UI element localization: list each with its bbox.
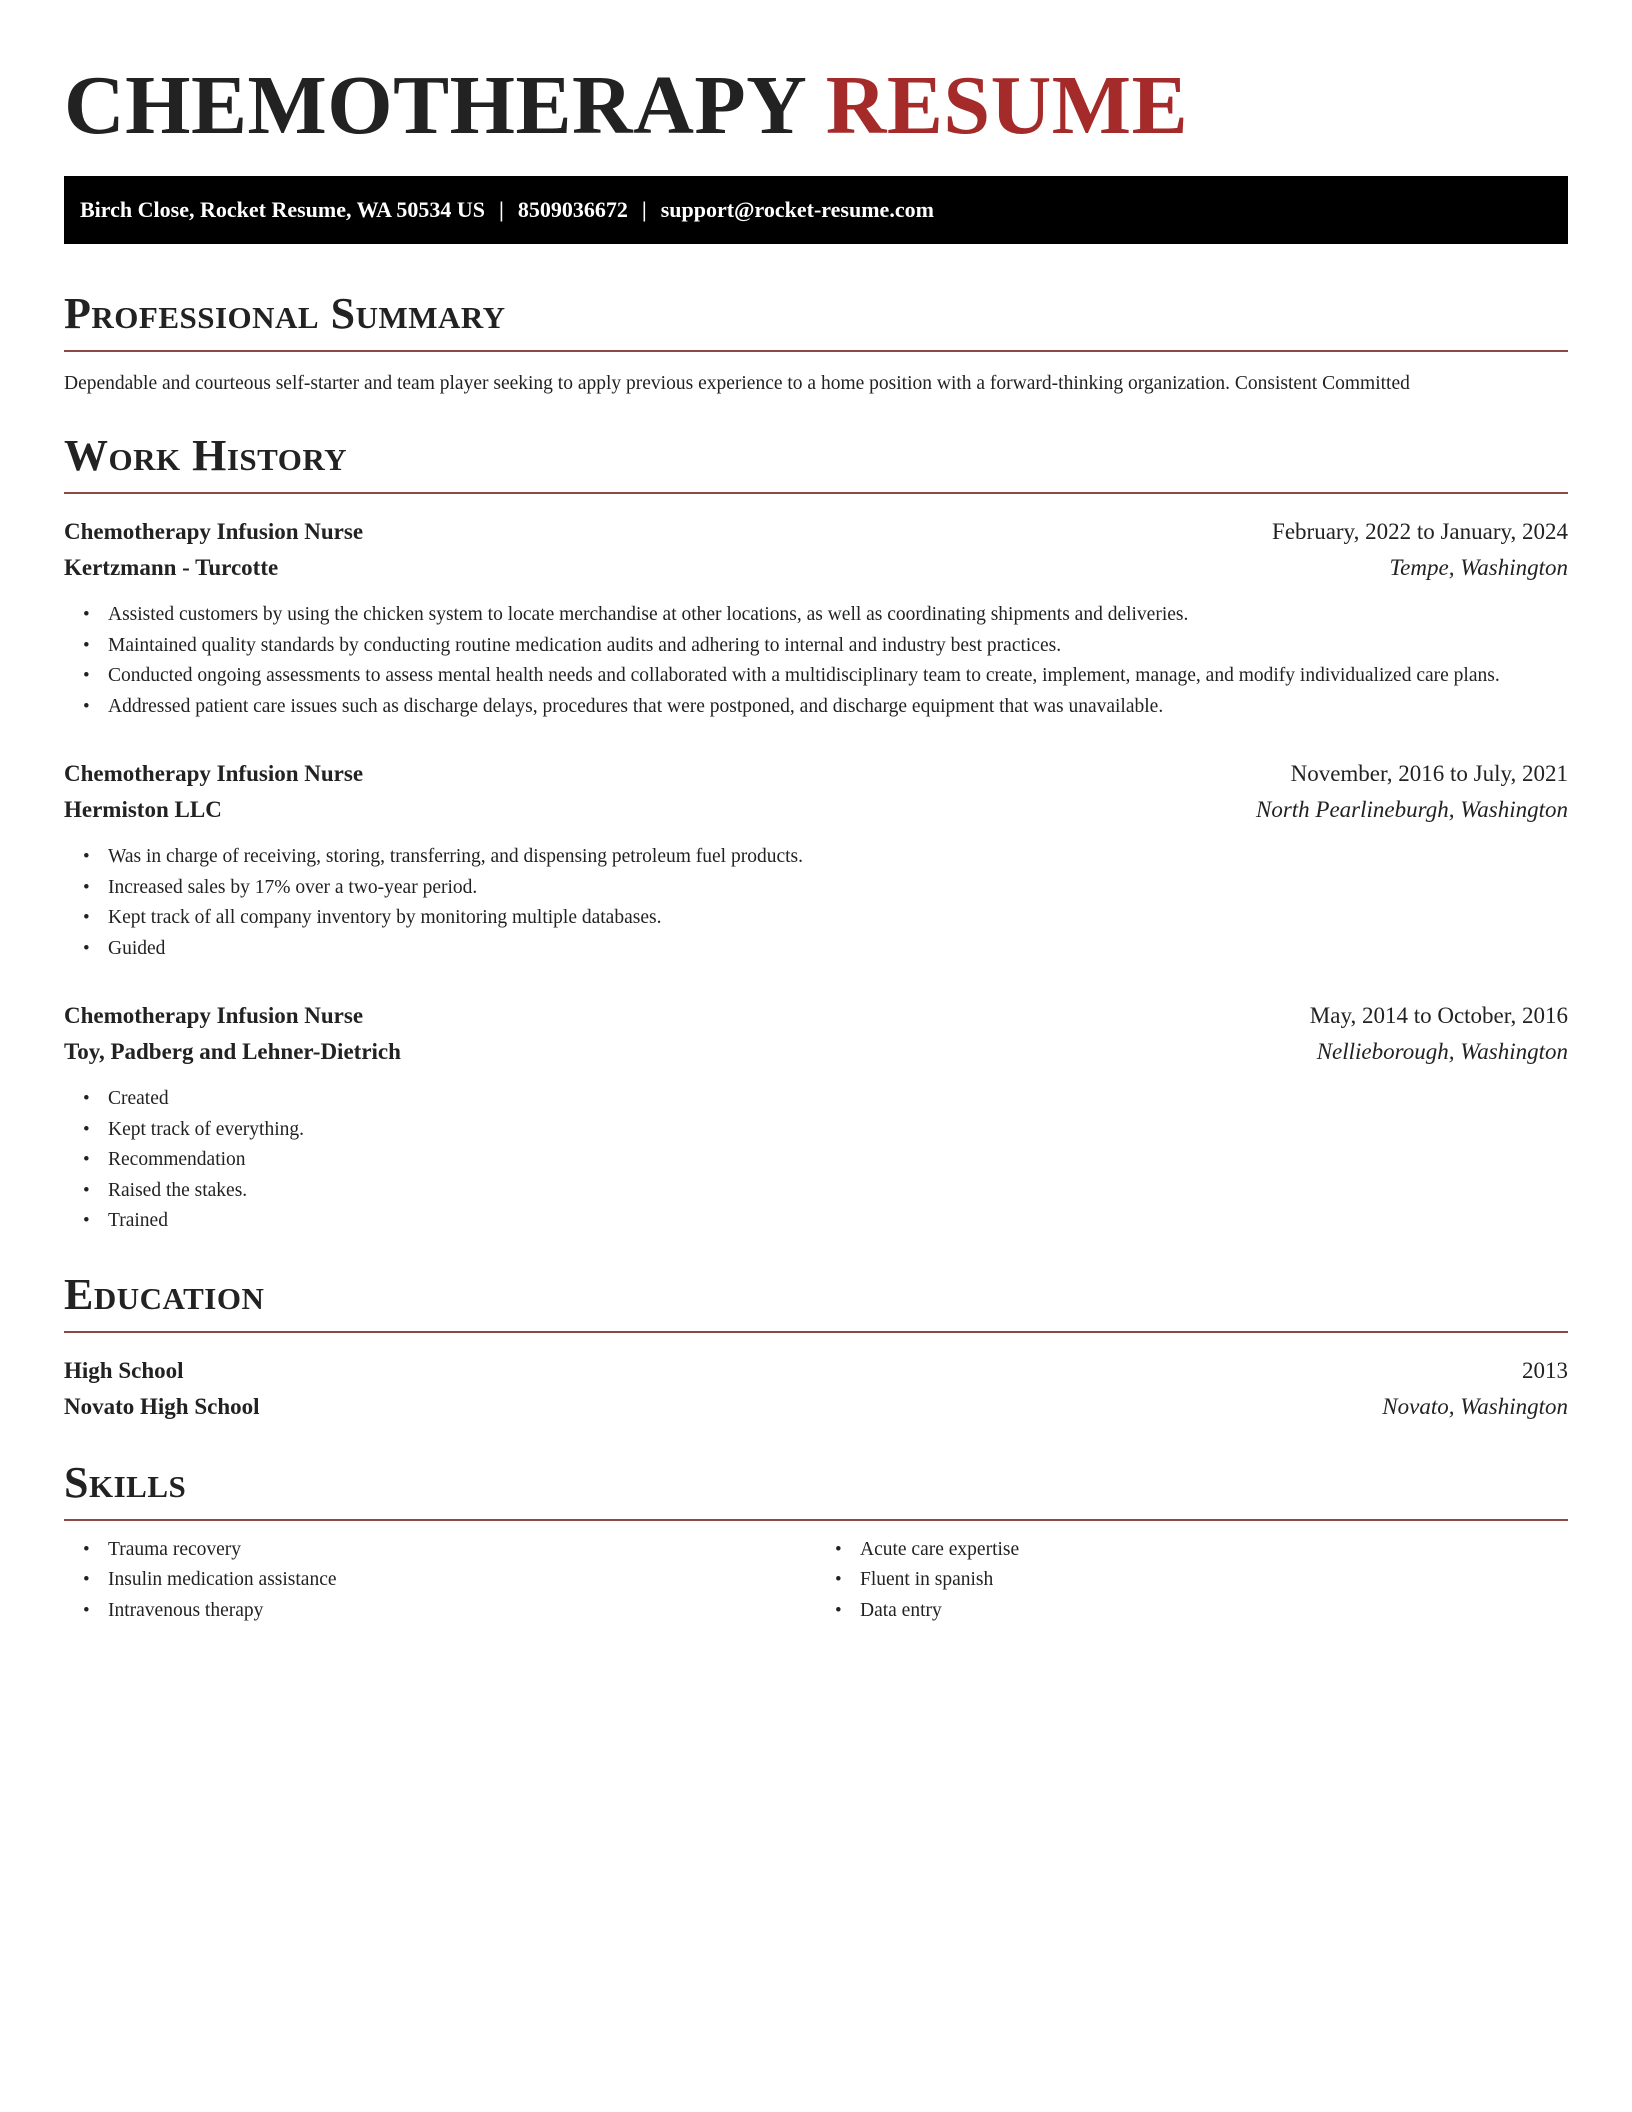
job-company: Toy, Padberg and Lehner-Dietrich bbox=[64, 1039, 401, 1064]
list-item: • Assisted customers by using the chicken system to locate merchandise at other locations, as well as coordinating shipments and deliveries. bbox=[108, 600, 1568, 631]
section-divider bbox=[64, 492, 1568, 494]
contact-bar bbox=[64, 176, 1568, 244]
job-company: Kertzmann - Turcotte bbox=[64, 555, 279, 580]
skill-item: • Fluent in spanish bbox=[860, 1565, 1568, 1596]
list-item: • Addressed patient care issues such as discharge delays, procedures that were postponed, and discharge equipment that was unavailable. bbox=[108, 692, 1568, 723]
education-heading: Education bbox=[64, 1269, 265, 1319]
section-divider bbox=[64, 350, 1568, 352]
list-item: • Increased sales by 17% over a two-year period. bbox=[108, 873, 1568, 904]
job-entry bbox=[64, 998, 1568, 1237]
education-year: 2013 bbox=[1522, 1357, 1568, 1383]
contact-address: Birch Close, Rocket Resume, WA 50534 US bbox=[80, 197, 485, 222]
skills-heading: Skills bbox=[64, 1457, 187, 1507]
summary-text: Dependable and courteous self-starter and team player seeking to apply previous experience to a home position with a forward-thinking organization. Consistent Committed bbox=[64, 373, 1410, 394]
list-item: • Recommendation bbox=[108, 1145, 1568, 1176]
job-title: Chemotherapy Infusion Nurse bbox=[64, 761, 364, 786]
education-degree: High School bbox=[64, 1357, 184, 1383]
job-location: Tempe, Washington bbox=[1389, 555, 1568, 580]
skills-section bbox=[64, 1455, 1568, 1627]
resume-page bbox=[64, 0, 1568, 1626]
skill-item: • Trauma recovery bbox=[108, 1535, 816, 1566]
education-location: Novato, Washington bbox=[1382, 1393, 1568, 1419]
contact-phone: 8509036672 bbox=[517, 197, 628, 222]
skills-column-left bbox=[64, 1535, 816, 1627]
list-item: • Was in charge of receiving, storing, transferring, and dispensing petroleum fuel products. bbox=[108, 842, 1568, 873]
section-divider bbox=[64, 1331, 1568, 1333]
section-divider bbox=[64, 1519, 1568, 1521]
list-item: • Raised the stakes. bbox=[108, 1176, 1568, 1207]
education-section bbox=[64, 1267, 1568, 1425]
list-item: • Kept track of all company inventory by monitoring multiple databases. bbox=[108, 903, 1568, 934]
skills-column-right bbox=[816, 1535, 1568, 1627]
summary-heading: Professional Summary bbox=[64, 289, 506, 338]
resume-title bbox=[64, 0, 1568, 176]
work-history-section bbox=[64, 428, 1568, 1237]
job-dates: February, 2022 to January, 2024 bbox=[1272, 519, 1568, 544]
job-bullets bbox=[64, 600, 1568, 722]
contact-separator: | bbox=[641, 197, 647, 222]
job-bullets bbox=[64, 1084, 1568, 1237]
contact-email: support@rocket-resume.com bbox=[660, 197, 934, 222]
work-history-heading: Work History bbox=[64, 431, 348, 480]
list-item: • Kept track of everything. bbox=[108, 1115, 1568, 1146]
skill-item: • Intravenous therapy bbox=[108, 1596, 816, 1627]
job-bullets bbox=[64, 842, 1568, 964]
skills-grid bbox=[64, 1535, 1568, 1627]
skill-item: • Insulin medication assistance bbox=[108, 1565, 816, 1596]
job-title: Chemotherapy Infusion Nurse bbox=[64, 519, 364, 544]
job-entry bbox=[64, 756, 1568, 964]
job-entry bbox=[64, 514, 1568, 722]
job-location: Nellieborough, Washington bbox=[1316, 1039, 1568, 1064]
job-company: Hermiston LLC bbox=[64, 797, 222, 822]
list-item: • Trained bbox=[108, 1206, 1568, 1237]
list-item: • Maintained quality standards by conducting routine medication audits and adhering to internal and industry best practices. bbox=[108, 631, 1568, 662]
education-entry bbox=[64, 1353, 1568, 1425]
list-item: • Created bbox=[108, 1084, 1568, 1115]
job-dates: May, 2014 to October, 2016 bbox=[1309, 1003, 1568, 1028]
title-main: CHEMOTHERAPY bbox=[64, 59, 805, 152]
list-item: • Guided bbox=[108, 934, 1568, 965]
skill-item: • Data entry bbox=[860, 1596, 1568, 1627]
contact-separator: | bbox=[498, 197, 504, 222]
job-title: Chemotherapy Infusion Nurse bbox=[64, 1003, 364, 1028]
education-school: Novato High School bbox=[64, 1393, 260, 1419]
job-dates: November, 2016 to July, 2021 bbox=[1290, 761, 1568, 786]
summary-section bbox=[64, 286, 1568, 398]
job-location: North Pearlineburgh, Washington bbox=[1255, 797, 1568, 822]
skill-item: • Acute care expertise bbox=[860, 1535, 1568, 1566]
list-item: • Conducted ongoing assessments to assess mental health needs and collaborated with a multidisciplinary team to create, implement, manage, and modify individualized care plans. bbox=[108, 661, 1568, 692]
title-accent: RESUME bbox=[825, 59, 1189, 152]
